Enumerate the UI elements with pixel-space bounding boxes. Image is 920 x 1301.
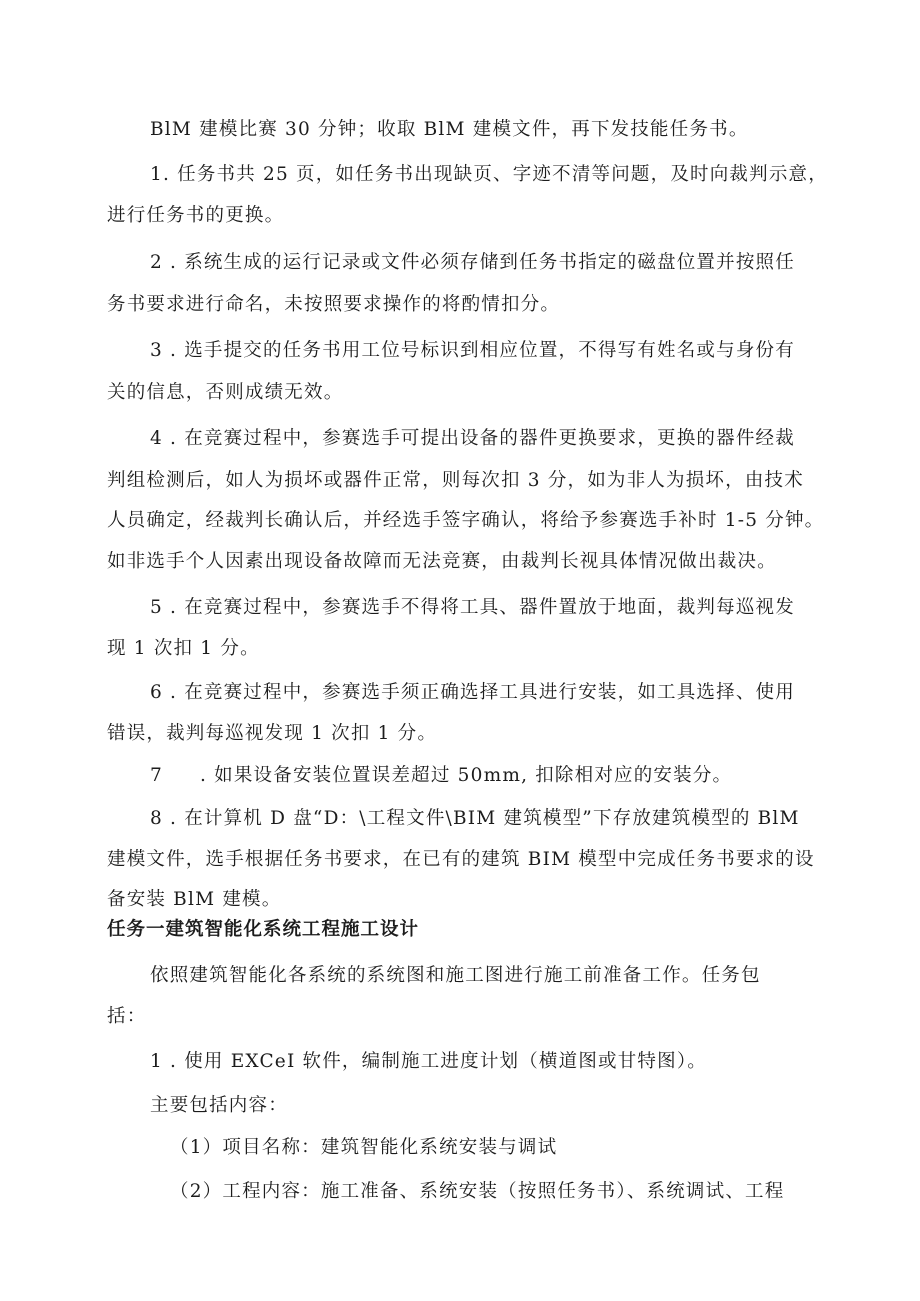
rule-2-line-2: 务书要求进行命名，未按照要求操作的将酌情扣分。 — [107, 294, 561, 315]
rule-4-line-4: 如非选手个人因素出现设备故障而无法竞赛，由裁判长视具体情况做出裁决。 — [107, 551, 777, 572]
rule-4-line-3: 人员确定，经裁判长确认后，并经选手签字确认，将给予参赛选手补时 1-5 分钟。 — [107, 510, 825, 531]
rule-1-line-2: 进行任务书的更换。 — [107, 205, 285, 226]
rule-7-text: . 如果设备安装位置误差超过 50mm, 扣除相对应的安装分。 — [200, 765, 733, 786]
rule-3-line-2: 关的信息，否则成绩无效。 — [107, 382, 344, 403]
rule-1-line-1: 1. 任务书共 25 页，如任务书出现缺页、字迹不清等问题，及时向裁判示意， — [150, 164, 828, 185]
task-intro-line-2: 括： — [107, 1006, 147, 1027]
rule-4-line-1: 4 . 在竞赛过程中，参赛选手可提出设备的器件更换要求，更换的器件经裁 — [150, 428, 795, 449]
rule-6-line-1: 6 . 在竞赛过程中，参赛选手须正确选择工具进行安装，如工具选择、使用 — [150, 682, 795, 703]
rule-4-line-2: 判组检测后，如人为损坏或器件正常，则每次扣 3 分，如为非人为损坏，由技术 — [107, 470, 804, 491]
rule-8-line-1: 8 . 在计算机 D 盘“D：\工程文件\BIM 建筑模型”下存放建筑模型的 BlM — [150, 808, 800, 829]
sub-item-1: （1）项目名称：建筑智能化系统安装与调试 — [170, 1137, 558, 1158]
task-heading: 任务一建筑智能化系统工程施工设计 — [107, 919, 420, 940]
rule-5-line-1: 5 . 在竞赛过程中，参赛选手不得将工具、器件置放于地面，裁判每巡视发 — [150, 597, 795, 618]
task-intro-line-1: 依照建筑智能化各系统的系统图和施工图进行施工前准备工作。任务包 — [150, 965, 761, 986]
rule-8-line-2: 建模文件，选手根据任务书要求，在已有的建筑 BIM 模型中完成任务书要求的设 — [107, 849, 815, 870]
content-label: 主要包括内容： — [150, 1095, 288, 1116]
task-item-1: 1 . 使用 EXCeI 软件，编制施工进度计划（横道图或甘特图）。 — [150, 1051, 707, 1072]
rule-7-number: 7 — [150, 765, 163, 786]
rule-5-line-2: 现 1 次扣 1 分。 — [107, 638, 260, 659]
rule-8-line-3: 备安装 BlM 建模。 — [107, 889, 282, 910]
intro-text: BlM 建模比赛 30 分钟；收取 BlM 建模文件，再下发技能任务书。 — [150, 119, 749, 140]
rule-2-line-1: 2 . 系统生成的运行记录或文件必须存储到任务书指定的磁盘位置并按照任 — [150, 252, 795, 273]
rule-3-line-1: 3 . 选手提交的任务书用工位号标识到相应位置，不得写有姓名或与身份有 — [150, 340, 795, 361]
rule-6-line-2: 错误，裁判每巡视发现 1 次扣 1 分。 — [107, 723, 438, 744]
sub-item-2: （2）工程内容：施工准备、系统安装（按照任务书）、系统调试、工程 — [170, 1181, 785, 1202]
